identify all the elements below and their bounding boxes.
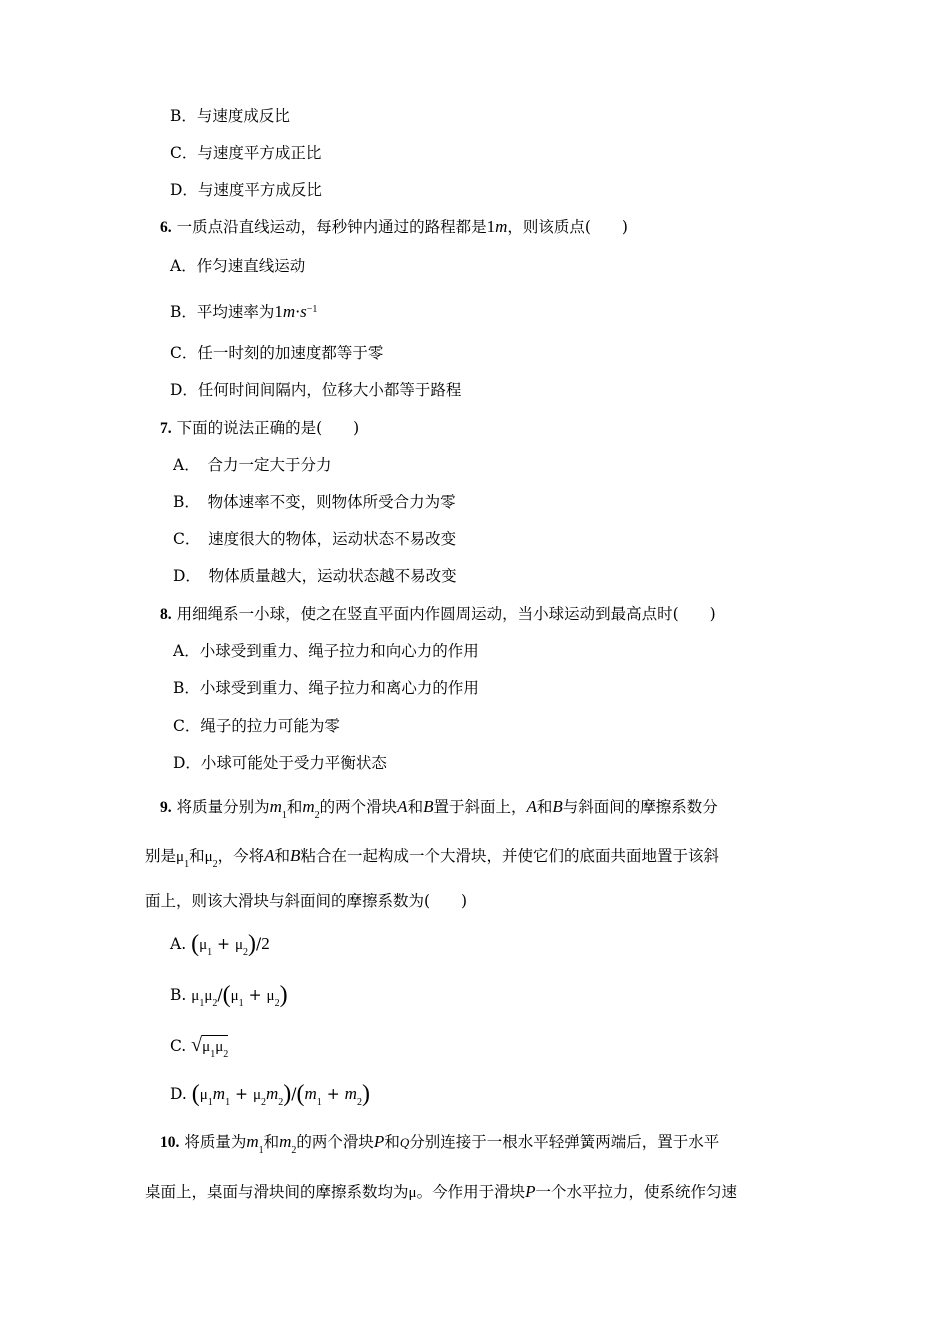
q6-number: 6. <box>160 219 172 236</box>
q9-b-lparen: ( <box>222 982 231 1008</box>
q7-number: 7. <box>160 420 172 437</box>
q8-stem <box>160 604 716 625</box>
q9-b-mu2: μ <box>204 988 213 1004</box>
q9-option-d-label: D. <box>170 1085 187 1103</box>
q9-and-4: 和 <box>189 847 205 865</box>
q9-d-m-sub3: 1 <box>316 1097 322 1108</box>
q6-option-b-exponent: −1 <box>306 304 318 315</box>
q9-d-mu2: μ <box>252 1087 261 1103</box>
q9-mu-sub-2: 2 <box>212 859 218 870</box>
q9-and-1: 和 <box>286 798 303 816</box>
q6-value: 1 <box>486 217 496 236</box>
q10-sub-2: 2 <box>291 1145 297 1156</box>
q9-stem-line-2 <box>145 846 719 869</box>
q9-B-3: B <box>290 846 301 865</box>
q9-option-a <box>170 932 270 957</box>
q9-text-3: 置于斜面上， <box>433 798 527 816</box>
q9-b-sub1: 1 <box>199 998 205 1009</box>
q9-b-plus: + <box>248 986 262 1004</box>
q9-mu-2: μ <box>204 849 213 865</box>
q9-option-b-label: B. <box>170 986 187 1004</box>
q10-mu: μ <box>408 1185 417 1201</box>
q10-text-2: 的两个滑块 <box>296 1133 374 1151</box>
q8-number: 8. <box>160 606 172 623</box>
q10-P-2: P <box>525 1182 536 1201</box>
q9-a-rparen: ) <box>248 931 257 957</box>
q8-stem-text: 用细绳系一小球，使之在竖直平面内作圆周运动，当小球运动到最高点时( ) <box>176 605 716 623</box>
q9-a-mu1: μ <box>199 937 208 953</box>
q9-c-sub1: 1 <box>210 1049 216 1060</box>
q6-option-b-dot: · <box>295 303 301 321</box>
q9-d-slash: / <box>291 1085 297 1103</box>
q9-stem-line-1 <box>160 797 718 820</box>
q5-option-c: C．与速度平方成正比 <box>170 144 322 162</box>
q9-B-2: B <box>552 797 563 816</box>
q9-a-mu2: μ <box>234 937 244 953</box>
q9-d-m-sub4: 2 <box>356 1097 362 1108</box>
q7-option-c: C． 速度很大的物体，运动状态不易改变 <box>173 530 457 548</box>
q9-and-2: 和 <box>407 798 424 816</box>
q8-option-c: C．绳子的拉力可能为零 <box>173 717 340 735</box>
q9-a-slash: / <box>256 935 262 953</box>
q7-stem <box>160 418 359 439</box>
q10-text-6: 一个水平拉力，使系统作匀速 <box>535 1183 737 1201</box>
q5-option-b: B．与速度成反比 <box>170 107 290 125</box>
q9-b-slash: / <box>217 986 223 1004</box>
q6-stem-tail: ，则该质点( ) <box>507 218 628 236</box>
q6-option-a: A．作匀速直线运动 <box>170 257 306 275</box>
q10-stem-line-2 <box>145 1182 737 1203</box>
q9-b-mu1: μ <box>191 988 200 1004</box>
q9-A-1: A <box>397 797 408 816</box>
q9-c-sub2: 2 <box>223 1049 229 1060</box>
q9-text-1: 将质量分别为 <box>176 798 270 816</box>
q9-d-m1: m <box>212 1084 226 1103</box>
q9-d-plus2: + <box>326 1085 340 1103</box>
q9-mu-1: μ <box>176 849 185 865</box>
q8-option-d: D．小球可能处于受力平衡状态 <box>173 754 387 772</box>
q6-option-b-unit-s: s <box>300 302 307 321</box>
q9-and-5: 和 <box>274 847 291 865</box>
q9-d-m3: m <box>304 1084 317 1103</box>
q9-c-mu2: μ <box>215 1039 224 1055</box>
q9-option-c-label: C. <box>170 1037 187 1055</box>
q9-d-m-sub1: 1 <box>225 1097 231 1108</box>
q9-d-rparen2: ) <box>361 1081 370 1107</box>
q9-b-sub3: 1 <box>238 998 244 1009</box>
q10-and-2: 和 <box>384 1133 400 1151</box>
q6-option-c: C．任一时刻的加速度都等于零 <box>170 344 384 362</box>
q9-b-mu4: μ <box>266 988 275 1004</box>
q9-d-lparen2: ( <box>296 1081 305 1107</box>
q10-Q: Q <box>399 1135 410 1150</box>
q7-option-d: D． 物体质量越大，运动状态越不易改变 <box>173 567 457 585</box>
q10-number: 10. <box>160 1134 180 1151</box>
q9-c-mu1: μ <box>202 1039 211 1055</box>
q9-d-mu-sub2: 2 <box>261 1097 266 1108</box>
q5-option-d: D．与速度平方成反比 <box>170 181 322 199</box>
q7-stem-text: 下面的说法正确的是( ) <box>176 419 360 437</box>
q9-d-mu-sub1: 1 <box>207 1097 213 1108</box>
q9-c-radicand <box>202 1035 229 1060</box>
q10-P-1: P <box>373 1132 385 1151</box>
q10-m2: m <box>279 1132 292 1151</box>
q9-c-sqrt: √ <box>191 1034 203 1056</box>
q9-text-2: 的两个滑块 <box>319 798 398 816</box>
q9-m2: m <box>302 797 315 816</box>
q9-mu-sub-1: 1 <box>184 859 190 870</box>
q9-option-d <box>170 1082 370 1107</box>
q9-A-2: A <box>526 797 537 816</box>
q10-stem-line-1 <box>160 1132 719 1155</box>
q7-option-b: B． 物体速率不变，则物体所受合力为零 <box>173 493 456 511</box>
q9-m1: m <box>269 797 282 816</box>
q6-option-b-text: B．平均速率为 <box>170 303 275 321</box>
q6-unit: m <box>495 217 508 236</box>
q10-sub-1: 1 <box>258 1145 264 1156</box>
q9-d-m-sub2: 2 <box>278 1097 284 1108</box>
q8-option-a: A．小球受到重力、绳子拉力和向心力的作用 <box>173 642 479 660</box>
q6-option-b-value: 1 <box>274 302 283 321</box>
q9-number: 9. <box>160 799 172 816</box>
q9-d-m2: m <box>266 1084 279 1103</box>
q9-d-m4: m <box>344 1084 357 1103</box>
q6-stem <box>160 217 628 238</box>
q9-sub-2: 2 <box>314 810 320 821</box>
q9-b-rparen: ) <box>279 982 288 1008</box>
q9-text-4: 与斜面间的摩擦系数分 <box>562 798 718 816</box>
q9-d-lparen1: ( <box>191 1081 200 1107</box>
q9-a-plus: + <box>217 935 231 953</box>
q10-text-5: 。今作用于滑块 <box>416 1183 526 1201</box>
q10-text-4: 桌面上，桌面与滑块间的摩擦系数均为 <box>145 1183 409 1201</box>
q9-a-two: 2 <box>261 934 270 953</box>
q9-a-sub1: 1 <box>207 947 213 958</box>
q9-option-a-label: A. <box>170 935 187 953</box>
q9-stem-line-3: 面上，则该大滑块与斜面间的摩擦系数为( ) <box>145 892 468 910</box>
q9-d-rparen1: ) <box>283 1081 292 1107</box>
q8-option-b: B．小球受到重力、绳子拉力和离心力的作用 <box>173 679 479 697</box>
q6-option-b <box>170 302 317 325</box>
q10-m1: m <box>246 1132 259 1151</box>
q10-text-3: 分别连接于一根水平轻弹簧两端后，置于水平 <box>409 1133 720 1151</box>
q9-text-5: 别是 <box>145 847 177 865</box>
q9-d-mu1: μ <box>199 1087 208 1103</box>
q6-stem-text: 一质点沿直线运动，每秒钟内通过的路程都是 <box>176 218 487 236</box>
q9-b-mu3: μ <box>230 988 239 1004</box>
q9-option-c <box>170 1035 228 1059</box>
q7-option-a: A． 合力一定大于分力 <box>173 456 332 474</box>
q9-b-sub4: 2 <box>274 998 280 1009</box>
q6-option-b-unit-m: m <box>282 302 296 321</box>
q10-and-1: 和 <box>263 1133 280 1151</box>
q9-sub-1: 1 <box>281 810 287 821</box>
q9-text-6: ，今将 <box>217 847 265 865</box>
q9-and-3: 和 <box>536 798 553 816</box>
q9-B-1: B <box>423 797 434 816</box>
q9-b-sub2: 2 <box>212 998 218 1009</box>
q9-text-7: 粘合在一起构成一个大滑块，并使它们的底面共面地置于该斜 <box>300 847 719 865</box>
q9-a-lparen: ( <box>191 931 200 957</box>
q6-option-d: D．任何时间间隔内，位移大小都等于路程 <box>170 381 462 399</box>
q9-d-plus1: + <box>235 1085 249 1103</box>
q9-A-3: A <box>264 846 275 865</box>
q9-option-b <box>170 983 288 1008</box>
q10-text-1: 将质量为 <box>184 1133 247 1151</box>
q9-a-sub2: 2 <box>243 947 249 958</box>
